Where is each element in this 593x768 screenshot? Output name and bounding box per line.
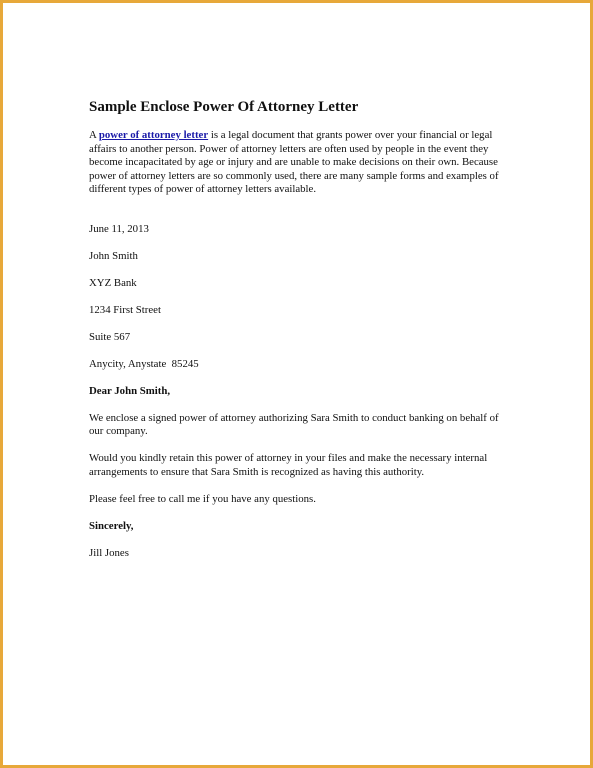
- letter-date: June 11, 2013: [89, 222, 149, 235]
- recipient-street: 1234 First Street: [89, 303, 161, 316]
- recipient-suite: Suite 567: [89, 330, 131, 343]
- closing: Sincerely,: [89, 519, 134, 532]
- signature: Jill Jones: [89, 546, 129, 559]
- document-title: Sample Enclose Power Of Attorney Letter: [89, 99, 359, 115]
- body-paragraph: Please feel free to call me if you have any questions.: [89, 492, 316, 505]
- intro-paragraph: [89, 129, 509, 197]
- recipient-name: John Smith: [89, 249, 138, 262]
- body-paragraph: We enclose a signed power of attorney authorizing Sara Smith to conduct banking on behalf of our company.: [89, 411, 499, 437]
- intro-text: is a legal document that grants power over your financial or legal affairs to another person. Power of attorney letters are often used by people in the event they become incapacitated by age or injury and are unable to make decisions on their own. Because power of attorney letters are so commonly used, there are many sample forms and examples of different types of power of attorney letters available.: [89, 129, 499, 195]
- recipient-company: XYZ Bank: [89, 276, 137, 289]
- intro-prefix: A: [89, 129, 99, 141]
- recipient-city: Anycity, Anystate 85245: [89, 357, 199, 370]
- letter-content: [89, 98, 509, 560]
- salutation: Dear John Smith,: [89, 384, 171, 397]
- power-of-attorney-link[interactable]: power of attorney letter: [98, 129, 209, 141]
- body-paragraph: Would you kindly retain this power of attorney in your files and make the necessary internal arrangements to ensure that Sara Smith is recognized as having this authority.: [89, 452, 488, 478]
